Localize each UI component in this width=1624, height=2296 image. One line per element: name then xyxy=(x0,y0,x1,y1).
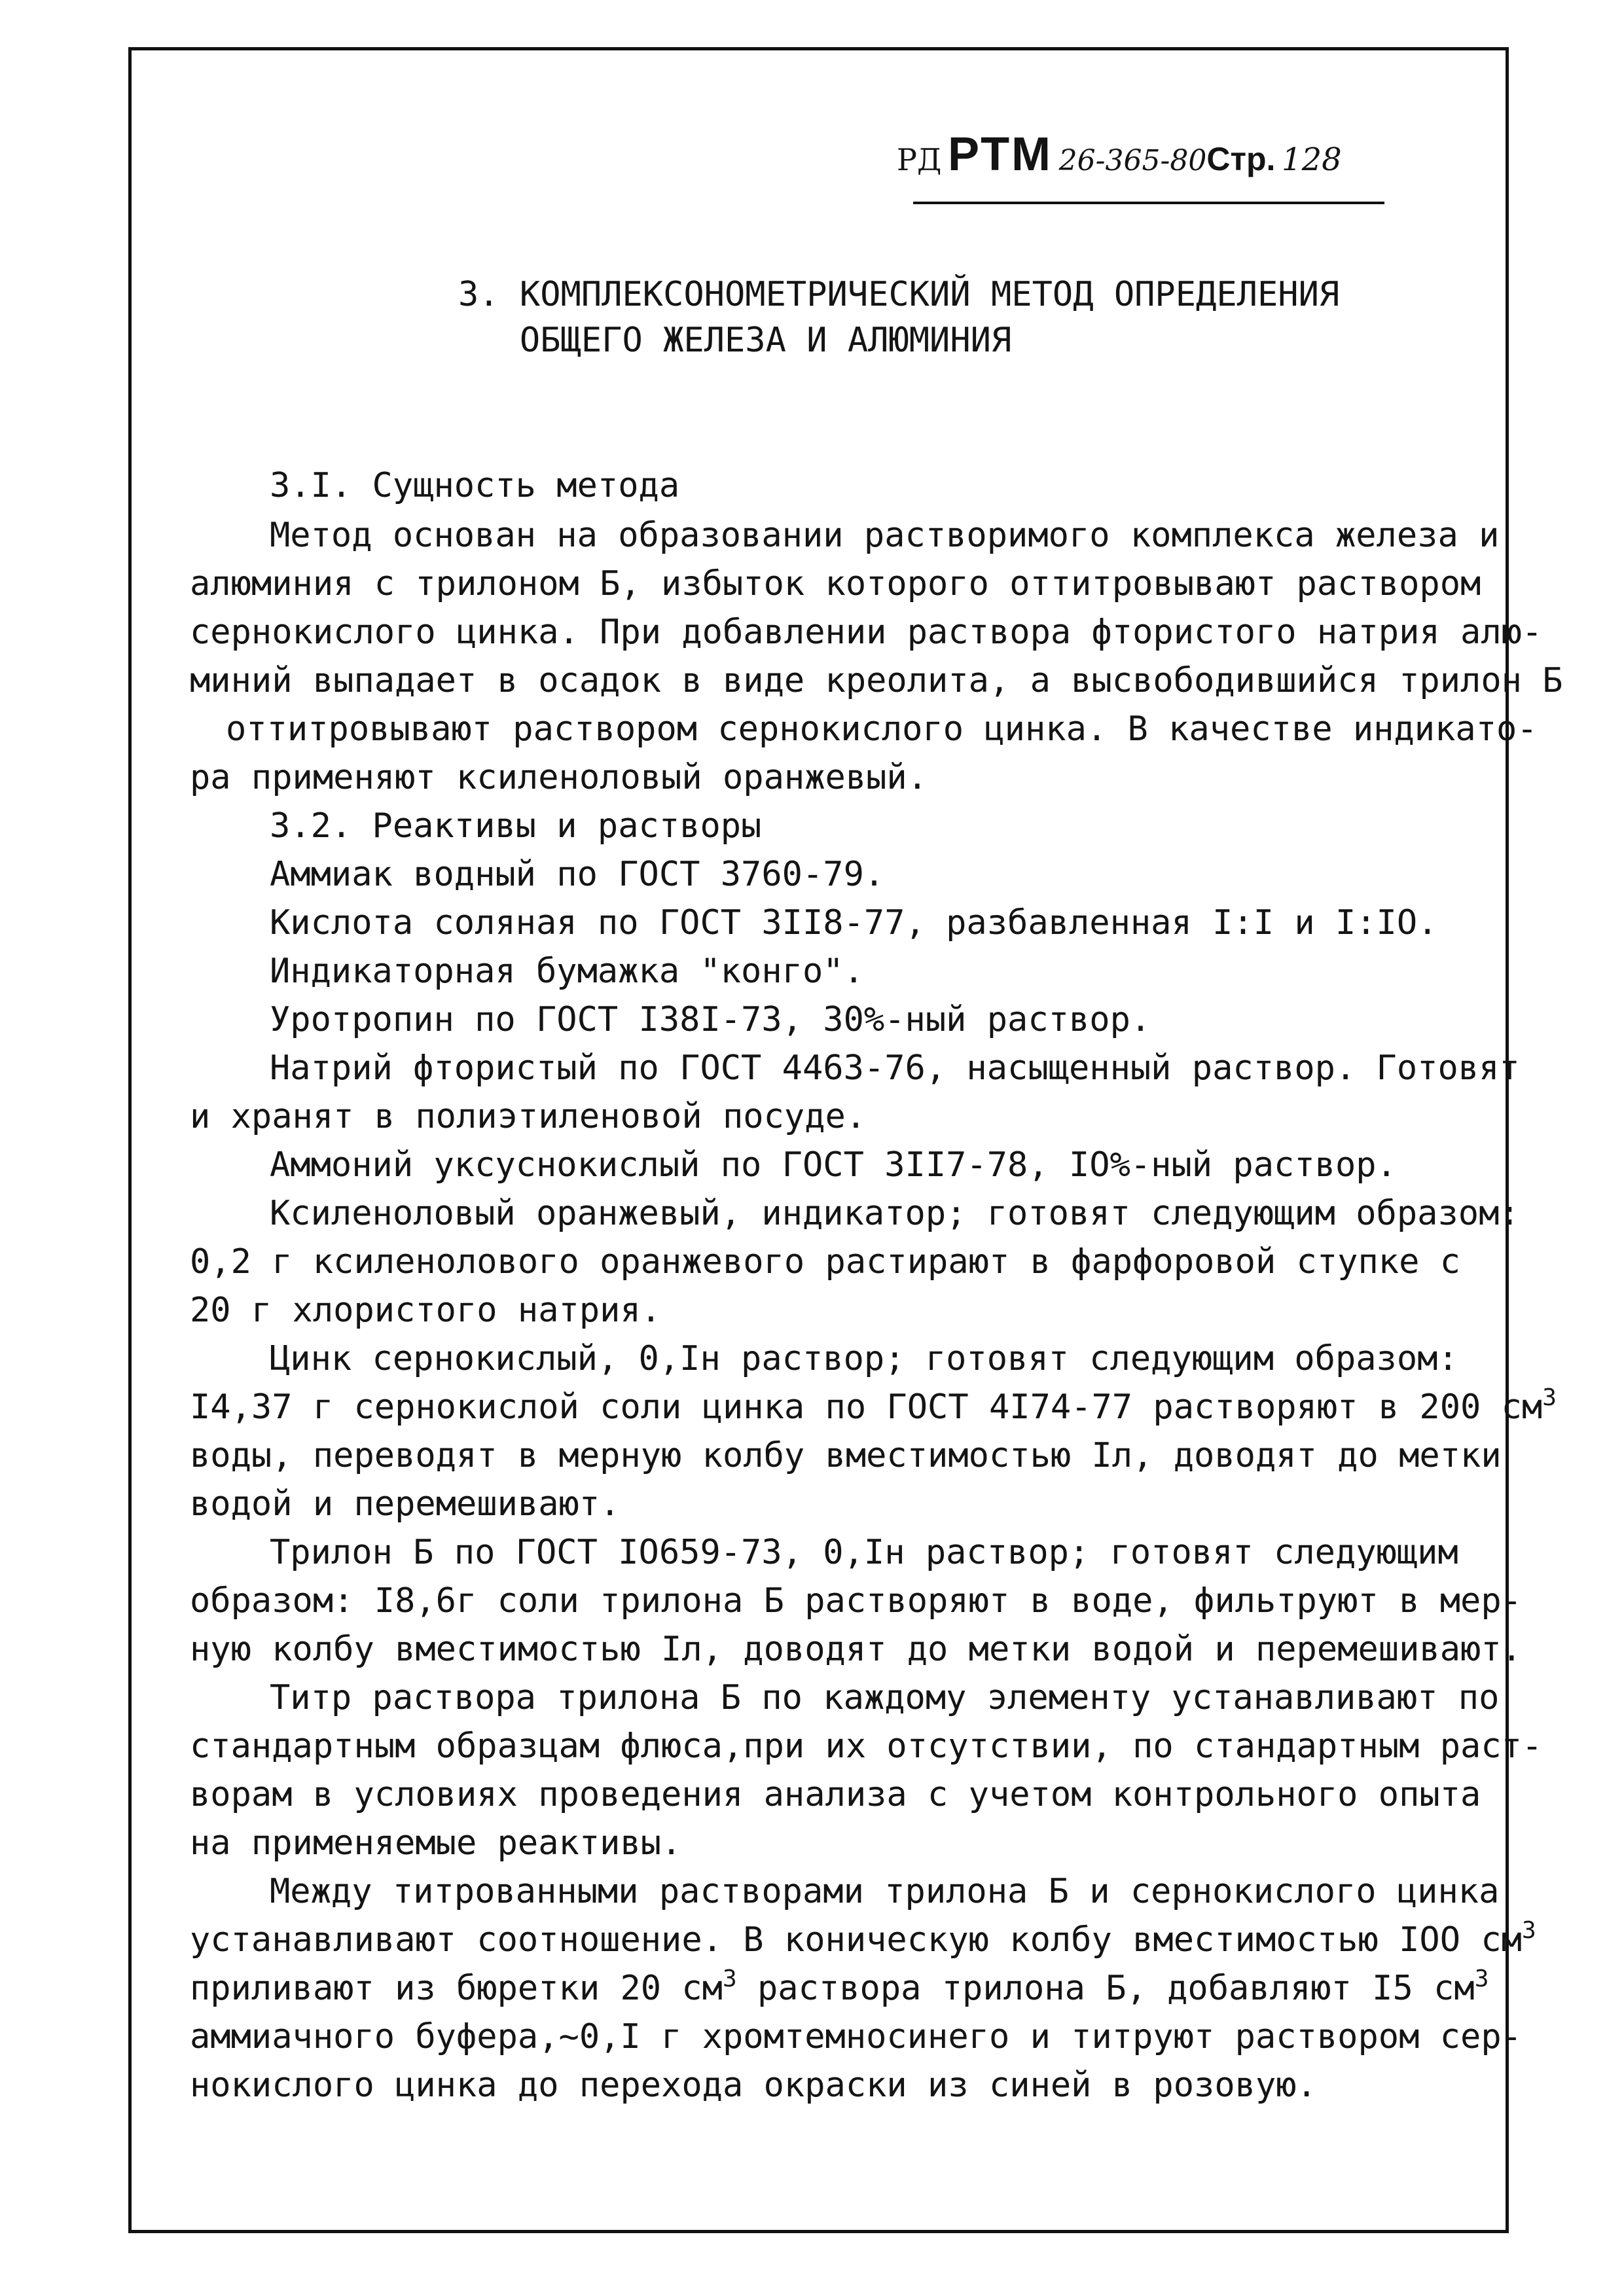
text-line: Индикаторная бумажка "конго". xyxy=(270,952,864,991)
header-rd: РД xyxy=(897,142,942,177)
subsection-heading: 3.2. Реактивы и растворы xyxy=(270,806,762,846)
text-fragment: раствора трилона Б, добавляют I5 см xyxy=(736,1969,1475,2008)
text-line: 20 г хлористого натрия. xyxy=(190,1291,662,1330)
text-line: аммиачного буфера,~0,I г хромтемносинего и титруют раствором сер- xyxy=(190,2017,1522,2056)
text-line: на применяемые реактивы. xyxy=(190,1823,682,1863)
text-line: стандартным образцам флюса,при их отсутствии, по стандартным раст- xyxy=(190,1727,1543,1766)
superscript: 3 xyxy=(1542,1384,1557,1411)
text-line xyxy=(190,1965,1489,2008)
text-line xyxy=(190,1384,1557,1427)
text-line: ра применяют ксиленоловый оранжевый. xyxy=(190,758,928,797)
text-line: сернокислого цинка. При добавлении раствора фтористого натрия алю- xyxy=(190,613,1543,652)
text-line: алюминия с трилоном Б, избыток которого оттитровывают раствором xyxy=(190,564,1481,603)
text-fragment: приливают из бюретки 20 см xyxy=(190,1969,723,2008)
header-rtm: РТМ xyxy=(948,128,1053,181)
text-line: Титр раствора трилона Б по каждому элементу устанавливают по xyxy=(270,1678,1500,1717)
text-line: ную колбу вместимостью Iл, доводят до метки водой и перемешивают. xyxy=(190,1630,1522,1669)
text-line: образом: I8,6г соли трилона Б растворяют в воде, фильтруют в мер- xyxy=(190,1581,1522,1621)
text-line: водой и перемешивают. xyxy=(190,1484,621,1524)
text-line: миний выпадает в осадок в виде креолита, а высвободившийся трилон Б xyxy=(190,661,1563,700)
text-line: Уротропин по ГОСТ I38I-73, 30%-ный раствор. xyxy=(270,1000,1151,1039)
text-line: воды, переводят в мерную колбу вместимостью Iл, доводят до метки xyxy=(190,1436,1502,1475)
text-line xyxy=(190,1917,1536,1960)
section-title-line-1: 3. КОМПЛЕКСОНОМЕТРИЧЕСКИЙ МЕТОД ОПРЕДЕЛЕНИЯ xyxy=(458,275,1340,314)
text-line: Метод основан на образовании растворимого комплекса железа и xyxy=(270,516,1500,555)
section-title xyxy=(458,272,1339,363)
header-page-label: Стр. xyxy=(1206,141,1276,177)
header-doc-number: 26-365-80 xyxy=(1058,144,1207,177)
superscript: 3 xyxy=(1474,1965,1489,1992)
text-line: 0,2 г ксиленолового оранжевого растирают в фарфоровой ступке с xyxy=(190,1242,1461,1282)
header-page-number: 128 xyxy=(1282,141,1342,178)
text-line: Между титрованными растворами трилона Б и сернокислого цинка xyxy=(270,1872,1500,1911)
text-line: Цинк сернокислый, 0,Iн раствор; готовят следующим образом: xyxy=(270,1339,1458,1378)
document-header xyxy=(897,128,1342,181)
header-underline xyxy=(913,202,1384,204)
superscript: 3 xyxy=(722,1965,737,1992)
text-line: оттитровывают раствором сернокислого цинка. В качестве индикато- xyxy=(226,709,1538,749)
text-line: Трилон Б по ГОСТ IO659-73, 0,Iн раствор; готовят следующим xyxy=(270,1533,1458,1572)
text-line: Аммоний уксуснокислый по ГОСТ 3II7-78, IO%-ный раствор. xyxy=(270,1145,1397,1185)
text-line: Натрий фтористый по ГОСТ 4463-76, насыщенный раствор. Готовят xyxy=(270,1049,1520,1088)
text-line: Аммиак водный по ГОСТ 3760-79. xyxy=(270,855,885,894)
text-line: и хранят в полиэтиленовой посуде. xyxy=(190,1097,867,1136)
text-line: Кислота соляная по ГОСТ 3II8-77, разбавленная I:I и I:IO. xyxy=(270,903,1438,942)
text-fragment: устанавливают соотношение. В коническую колбу вместимостью IOO см xyxy=(190,1920,1522,1960)
section-title-line-2: ОБЩЕГО ЖЕЛЕЗА И АЛЮМИНИЯ xyxy=(458,321,1012,360)
text-line: Ксиленоловый оранжевый, индикатор; готовят следующим образом: xyxy=(270,1194,1520,1233)
text-fragment: I4,37 г сернокислой соли цинка по ГОСТ 4I74-77 растворяют в 200 см xyxy=(190,1388,1543,1427)
text-line: нокислого цинка до перехода окраски из синей в розовую. xyxy=(190,2066,1317,2105)
text-line: ворам в условиях проведения анализа с учетом контрольного опыта xyxy=(190,1775,1481,1814)
superscript: 3 xyxy=(1521,1917,1536,1944)
subsection-heading: 3.I. Сущность метода xyxy=(270,466,680,505)
